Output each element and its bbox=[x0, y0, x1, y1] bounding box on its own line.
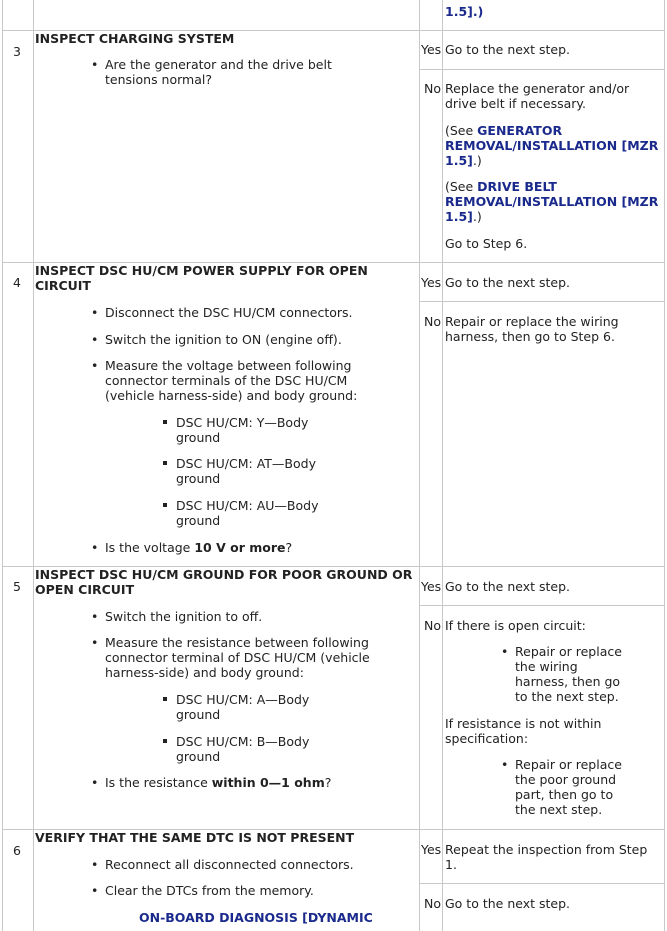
step-4-bullet-3-line-2: connector terminals of the DSC HU/CM bbox=[105, 373, 348, 388]
step-4-title-2: CIRCUIT bbox=[35, 278, 91, 293]
step-3-yes-action: Go to the next step. bbox=[445, 42, 570, 57]
step-6-yes-label: Yes bbox=[421, 842, 442, 857]
step-6-no-label: No bbox=[424, 896, 441, 911]
generator-link-2[interactable]: REMOVAL/INSTALLATION [MZR bbox=[445, 138, 659, 153]
col-line-right bbox=[664, 0, 665, 931]
row-line-4-split bbox=[419, 301, 665, 302]
step-3-yes-label: Yes bbox=[421, 42, 442, 57]
col-line-yesno-left bbox=[419, 0, 420, 931]
step-5-yes-action: Go to the next step. bbox=[445, 579, 570, 594]
step-4-sub-2-line-2: ground bbox=[176, 471, 221, 486]
step-4-title-1: INSPECT DSC HU/CM POWER SUPPLY FOR OPEN bbox=[35, 263, 368, 278]
top-fragment: 1.5].) bbox=[445, 4, 484, 19]
step-5-no-intro-2-line-2: specification: bbox=[445, 731, 529, 746]
see1-suffix: .) bbox=[472, 153, 482, 168]
step-3-see1-line-3 bbox=[445, 153, 482, 168]
step-4-no-action-2: harness, then go to Step 6. bbox=[445, 329, 615, 344]
onboard-diagnosis-link[interactable]: ON-BOARD DIAGNOSIS [DYNAMIC bbox=[139, 910, 373, 925]
step-5-no-bullet-2-line-2: the poor ground bbox=[515, 772, 617, 787]
step-5-title-2: OPEN CIRCUIT bbox=[35, 582, 135, 597]
step-4-bullet-3-line-3: (vehicle harness-side) and body ground: bbox=[105, 388, 358, 403]
generator-link-1[interactable]: GENERATOR bbox=[477, 123, 563, 138]
step-5-sub-2-line-1: DSC HU/CM: B—Body bbox=[176, 734, 310, 749]
question-pre: Is the voltage bbox=[105, 540, 195, 555]
row-line-5-split bbox=[419, 605, 665, 606]
step-6-bullet-1: • Reconnect all disconnected connectors. bbox=[105, 857, 354, 872]
step-3-number: 3 bbox=[13, 44, 21, 59]
step-4-bullet-1: • Disconnect the DSC HU/CM connectors. bbox=[105, 305, 353, 320]
see2-suffix: .) bbox=[472, 209, 482, 224]
step-5-no-bullet-1-line-1: • Repair or replace bbox=[515, 644, 622, 659]
step-6-bullet-2: • Clear the DTCs from the memory. bbox=[105, 883, 314, 898]
step-5-no-label: No bbox=[424, 618, 441, 633]
step-4-question bbox=[105, 540, 292, 555]
step-4-yes-action: Go to the next step. bbox=[445, 275, 570, 290]
row-line-3-split bbox=[419, 69, 665, 70]
step-4-sub-1-line-1: DSC HU/CM: Y—Body bbox=[176, 415, 309, 430]
step-3-no-action-1: Replace the generator and/or bbox=[445, 81, 630, 96]
step-5-no-bullet-1-line-3: harness, then go bbox=[515, 674, 621, 689]
question-post: ? bbox=[324, 775, 332, 790]
step-5-sub-1-line-2: ground bbox=[176, 707, 221, 722]
step-4-sub-2-line-1: DSC HU/CM: AT—Body bbox=[176, 456, 316, 471]
step-5-sub-1-line-1: DSC HU/CM: A—Body bbox=[176, 692, 310, 707]
col-line-left bbox=[2, 0, 3, 931]
step-5-no-intro-2-line-1: If resistance is not within bbox=[445, 716, 602, 731]
step-5-no-bullet-1-line-2: the wiring bbox=[515, 659, 578, 674]
step-5-no-bullet-2-line-3: part, then go to bbox=[515, 787, 614, 802]
step-4-yes-label: Yes bbox=[421, 275, 442, 290]
step-4-bullet-3-line-1: • Measure the voltage between following bbox=[105, 358, 351, 373]
generator-link-3[interactable]: 1.5] bbox=[445, 153, 473, 168]
step-4-no-label: No bbox=[424, 314, 441, 329]
drive-belt-link-3[interactable]: 1.5] bbox=[445, 209, 473, 224]
step-3-no-label: No bbox=[424, 81, 441, 96]
step-4-number: 4 bbox=[13, 275, 21, 290]
step-6-title: VERIFY THAT THE SAME DTC IS NOT PRESENT bbox=[35, 830, 355, 845]
step-5-bullet-1: • Switch the ignition to off. bbox=[105, 609, 262, 624]
step-3-see2-line-1 bbox=[445, 179, 557, 194]
step-4-sub-3-line-1: DSC HU/CM: AU—Body bbox=[176, 498, 319, 513]
step-6-no-action: Go to the next step. bbox=[445, 896, 570, 911]
step-5-number: 5 bbox=[13, 579, 21, 594]
question-value: 10 V or more bbox=[194, 540, 286, 555]
step-5-yes-label: Yes bbox=[421, 579, 442, 594]
question-pre: Is the resistance bbox=[105, 775, 212, 790]
step-3-see1-line-1 bbox=[445, 123, 562, 138]
step-4-sub-3-line-2: ground bbox=[176, 513, 221, 528]
step-3-bullet-1-line-1: • Are the generator and the drive belt bbox=[105, 57, 332, 72]
row-line-6-split bbox=[419, 883, 665, 884]
step-5-bullet-2-line-2: connector terminal of DSC HU/CM (vehicle bbox=[105, 650, 370, 665]
step-3-bullet-1-line-2: tensions normal? bbox=[105, 72, 212, 87]
step-5-no-bullet-2-line-1: • Repair or replace bbox=[515, 757, 622, 772]
step-4-bullet-2: • Switch the ignition to ON (engine off). bbox=[105, 332, 342, 347]
step-5-no-bullet-2-line-4: the next step. bbox=[515, 802, 603, 817]
drive-belt-link-1[interactable]: DRIVE BELT bbox=[477, 179, 557, 194]
step-3-see2-line-3 bbox=[445, 209, 482, 224]
step-5-title-1: INSPECT DSC HU/CM GROUND FOR POOR GROUND OR bbox=[35, 567, 413, 582]
col-line-num bbox=[33, 0, 34, 931]
step-3-no-goto: Go to Step 6. bbox=[445, 236, 528, 251]
step-3-title: INSPECT CHARGING SYSTEM bbox=[35, 31, 235, 46]
step-4-no-action-1: Repair or replace the wiring bbox=[445, 314, 619, 329]
step-6-yes-action-1: Repeat the inspection from Step bbox=[445, 842, 648, 857]
see1-prefix: (See bbox=[445, 123, 478, 138]
step-5-bullet-2-line-3: harness-side) and body ground: bbox=[105, 665, 304, 680]
question-value: within 0—1 ohm bbox=[211, 775, 325, 790]
step-5-question bbox=[105, 775, 331, 790]
step-5-no-bullet-1-line-4: to the next step. bbox=[515, 689, 619, 704]
col-line-yesno-right bbox=[442, 0, 443, 931]
step-3-no-action-2: drive belt if necessary. bbox=[445, 96, 587, 111]
step-6-yes-action-2: 1. bbox=[445, 857, 457, 872]
question-post: ? bbox=[285, 540, 293, 555]
step-5-bullet-2-line-1: • Measure the resistance between following bbox=[105, 635, 369, 650]
step-5-sub-2-line-2: ground bbox=[176, 749, 221, 764]
drive-belt-link-2[interactable]: REMOVAL/INSTALLATION [MZR bbox=[445, 194, 659, 209]
step-5-no-intro-1: If there is open circuit: bbox=[445, 618, 586, 633]
step-4-sub-1-line-2: ground bbox=[176, 430, 221, 445]
see2-prefix: (See bbox=[445, 179, 478, 194]
step-6-number: 6 bbox=[13, 843, 21, 858]
